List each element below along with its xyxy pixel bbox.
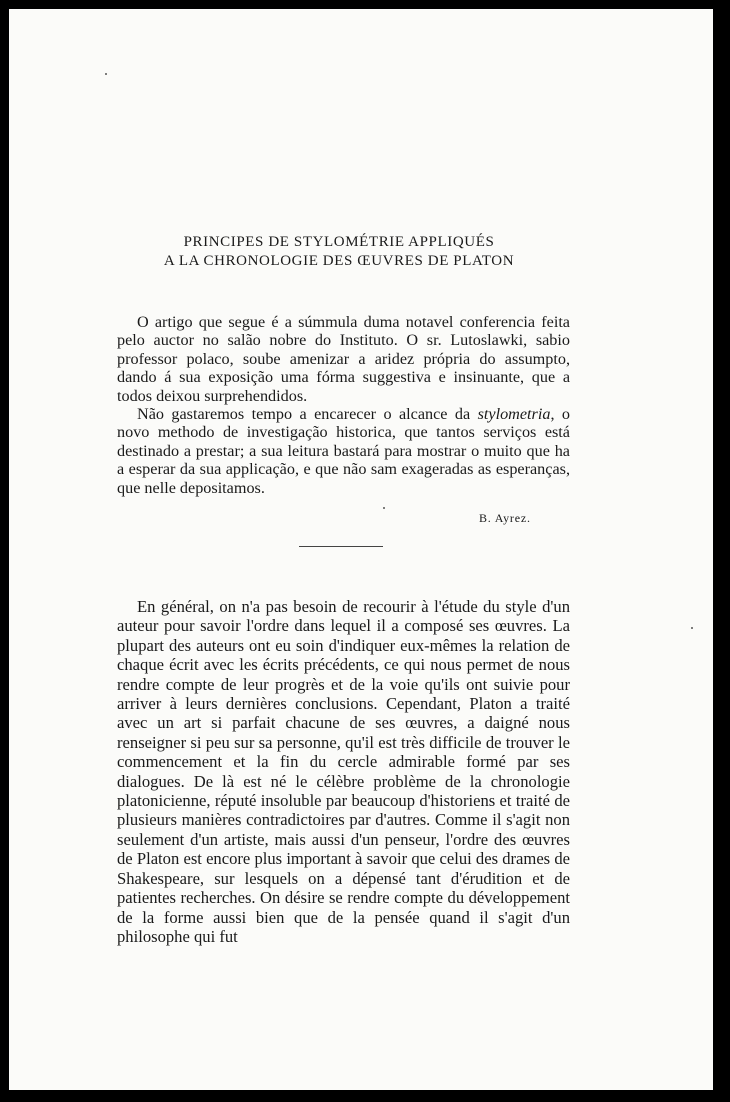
- section-divider: [299, 546, 383, 547]
- paper-speck: [383, 507, 385, 509]
- editor-note: [117, 313, 570, 497]
- paper-speck: [691, 627, 693, 629]
- document-page: [9, 9, 713, 1090]
- editor-note-paragraph-2: [117, 405, 570, 497]
- article-title-line-2: A LA CHRONOLOGIE DES ŒUVRES DE PLATON: [163, 253, 515, 269]
- article-body: [117, 597, 570, 946]
- article-paragraph-1: En général, on n'a pas besoin de recourir à l'étude du style d'un auteur pour savoir l'ordre dans lequel il a composé ses œuvres. La plupart des auteurs ont eu soin d'indiquer eux-mêmes la relation de chaque écrit avec les écrits précédents, ce qui nous permet de nous rendre compte de leur progrès et de la voie qu'ils ont suivie pour arriver à leurs dernières conclusions. Cependant, Platon a traité avec un art si parfait chacune de ses œuvres, a daigné nous renseigner si peu sur sa personne, qu'il est très difficile de trouver le commencement et la fin du cercle admirable formé par ses dialogues. De là est né le célèbre problème de la chronologie platonicienne, réputé insoluble par beaucoup d'historiens et traité de plusieurs manières contradictoires par d'autres. Comme il s'agit non seulement d'un artiste, mais aussi d'un penseur, l'ordre des œuvres de Platon est encore plus important à savoir que celui des drames de Shakespeare, sur lesquels on a dépensé tant d'érudition et de patientes recherches. On désire se rendre compte du développement de la forme aussi bien que de la pensée quand il s'agit d'un philosophe qui fut: [117, 597, 570, 946]
- editor-note-p2-start: Não gastaremos tempo a encarecer o alcance da: [137, 405, 478, 424]
- editor-note-p2-italic: stylometria: [477, 405, 551, 424]
- editor-note-p2-end: , o novo methodo de investigação historica, que tantos serviços está destinado a prestar; a sua leitura bastará para mostrar o muito que ha a esperar da sua applicação, e que não sam exageradas as esperanças, que nelle depositamos.: [117, 405, 571, 497]
- editor-note-paragraph-1: O artigo que segue é a súmmula duma notavel conferencia feita pelo auctor no salão nobre do Instituto. O sr. Lutoslawki, sabio professor polaco, soube amenizar a aridez própria do assumpto, dando á sua exposição uma fórma suggestiva e insinuante, que a todos deixou surprehendidos.: [117, 313, 570, 405]
- article-title-line-1: PRINCIPES DE STYLOMÉTRIE APPLIQUÉS: [183, 234, 495, 250]
- paper-speck: [105, 73, 107, 75]
- editor-signature: B. Ayrez.: [479, 511, 531, 525]
